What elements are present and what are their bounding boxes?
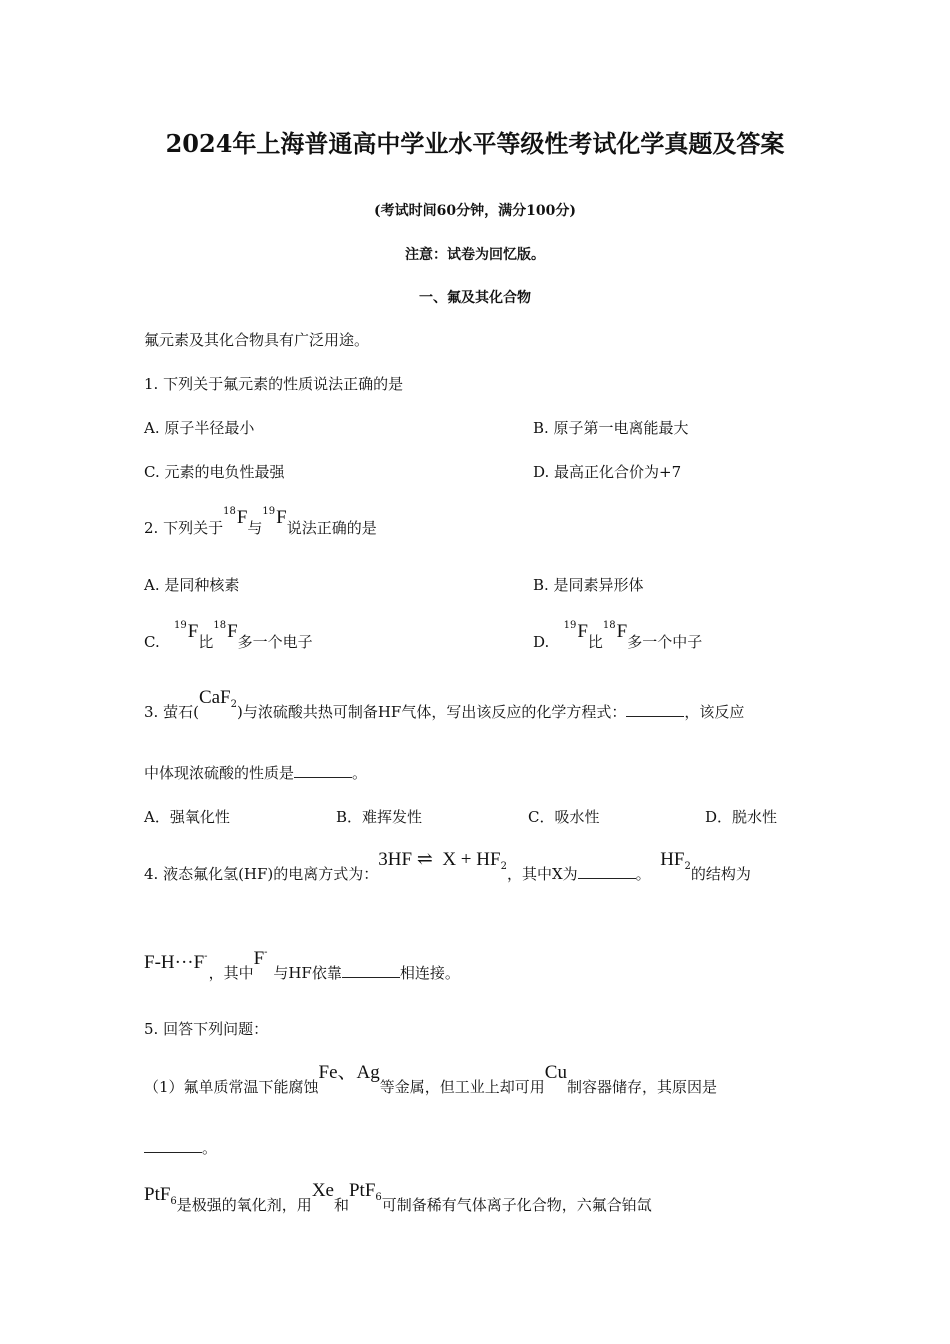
- q1-stem: 1. 下列关于氟元素的性质说法正确的是: [144, 375, 404, 393]
- hf2-structure: F-H···F: [144, 952, 205, 973]
- formula-caf2: CaF: [198, 687, 231, 708]
- q3-post: ，该反应: [684, 703, 745, 721]
- formula-subscript: 6: [170, 1196, 177, 1207]
- formula-ptf6: PtF: [348, 1180, 376, 1201]
- mass-number-18: 18: [223, 506, 236, 517]
- q2-more-electron: 多一个电子: [237, 633, 313, 651]
- notice: 注意：试卷为回忆版。: [405, 247, 545, 263]
- q2-number: 2. 下列关于: [144, 519, 224, 537]
- element-xe: Xe: [311, 1180, 334, 1201]
- q3-option-d: D．脱水性: [705, 808, 778, 826]
- q2-stem: [144, 506, 377, 541]
- q2-and: 与: [247, 519, 263, 537]
- q2-compare: 比: [198, 633, 214, 651]
- q5-part2-b: 和: [333, 1196, 349, 1214]
- formula-hf2: HF: [660, 849, 685, 870]
- q4-mid: ，其中X为: [506, 865, 578, 883]
- isotope-f18: F: [236, 507, 248, 528]
- mass-number-18: 18: [213, 620, 227, 631]
- q5-part1-answer: [144, 1138, 217, 1158]
- q3-stem: [144, 687, 745, 725]
- q4-post: 的结构为: [690, 865, 751, 883]
- q3-line2-post: 。: [352, 764, 368, 782]
- q3-option-b: B．难挥发性: [336, 808, 423, 826]
- metal-cu: Cu: [544, 1062, 567, 1083]
- isotope-f19: F: [276, 507, 287, 528]
- q1-option-a: A. 原子半径最小: [144, 419, 255, 437]
- q5-part2-c: 可制备稀有气体离子化合物，六氟合铂氙: [381, 1196, 652, 1214]
- q5-part2: [144, 1180, 652, 1218]
- charge-superscript: -: [204, 951, 208, 962]
- q3-mid: )与浓硫酸共热可制备HF气体，写出该反应的化学方程式：: [237, 703, 627, 721]
- q5-part1-pre: （1）氟单质常温下能腐蚀: [144, 1078, 319, 1096]
- q3-line2-pre: 中体现浓硫酸的性质是: [144, 764, 295, 782]
- q3-pre: 3. 萤石(: [144, 703, 199, 721]
- mass-number-19: 19: [563, 620, 577, 631]
- charge-superscript: -: [264, 947, 268, 958]
- isotope-f18: F: [616, 621, 628, 642]
- q2-option-d-label: D.: [533, 633, 550, 651]
- q1-option-b: B. 原子第一电离能最大: [533, 419, 689, 437]
- intro-text: 氟元素及其化合物具有广泛用途。: [144, 331, 370, 349]
- q2-option-b: B. 是同素异形体: [533, 576, 644, 594]
- q5-part1-post: 制容器储存，其原因是: [566, 1078, 717, 1096]
- q4-line2-a: ，其中: [208, 964, 254, 982]
- q2-tail: 说法正确的是: [286, 519, 377, 537]
- q1-option-d: D. 最高正化合价为+7: [533, 463, 682, 481]
- q2-option-c: [144, 620, 313, 655]
- isotope-f18: F: [227, 621, 238, 642]
- q1-option-c: C. 元素的电负性最强: [144, 463, 285, 481]
- q3-option-c: C．吸水性: [528, 808, 600, 826]
- equilibrium-arrow-icon: ⇌: [416, 849, 433, 870]
- answer-blank: [294, 763, 352, 778]
- formula-subscript: 6: [375, 1192, 382, 1203]
- mass-number-18: 18: [602, 620, 616, 631]
- q5-part1: [144, 1062, 717, 1097]
- exam-info: (考试时间60分钟，满分100分): [374, 203, 576, 219]
- q4-pre: 4. 液态氟化氢(HF)的电离方式为：: [144, 865, 379, 883]
- q2-option-a: A. 是同种核素: [144, 576, 240, 594]
- section-title: 一、氟及其化合物: [419, 290, 531, 306]
- q4-line2-c: 相连接。: [399, 964, 460, 982]
- q4-stem: [144, 849, 751, 887]
- q3-option-a: A．强氧化性: [144, 808, 230, 826]
- formula-subscript: 2: [500, 861, 507, 872]
- q5-stem: 5. 回答下列问题：: [144, 1020, 269, 1038]
- mass-number-19: 19: [174, 620, 187, 631]
- isotope-f19: F: [187, 621, 199, 642]
- q3-line2: [144, 763, 367, 783]
- equation-right: X + HF: [442, 849, 501, 870]
- mass-number-19: 19: [262, 506, 276, 517]
- answer-blank: [578, 864, 636, 879]
- q4-mid-end: 。: [635, 865, 651, 883]
- answer-blank: [626, 702, 684, 717]
- q5-part1-end: 。: [202, 1139, 218, 1157]
- isotope-f19: F: [577, 621, 588, 642]
- q5-part2-a: 是极强的氧化剂，用: [176, 1196, 312, 1214]
- q2-more-neutron: 多一个中子: [627, 633, 703, 651]
- fluoride-ion: F: [253, 948, 265, 969]
- q4-line2-b: 与HF依靠: [273, 964, 342, 982]
- q2-option-c-label: C.: [144, 633, 160, 651]
- formula-subscript: 2: [684, 861, 691, 872]
- answer-blank: [342, 963, 400, 978]
- metals-fe-ag: Fe、Ag: [318, 1062, 380, 1083]
- q5-part1-mid: 等金属，但工业上却可用: [379, 1078, 545, 1096]
- answer-blank: [144, 1138, 202, 1153]
- q2-compare: 比: [587, 633, 603, 651]
- equation-left: 3HF: [378, 849, 413, 870]
- formula-ptf6: PtF: [144, 1184, 171, 1205]
- q2-option-d: [533, 620, 703, 655]
- page-title: 2024年上海普通高中学业水平等级性考试化学真题及答案: [165, 129, 785, 158]
- formula-subscript: 2: [230, 699, 237, 710]
- q4-line2: [144, 947, 460, 986]
